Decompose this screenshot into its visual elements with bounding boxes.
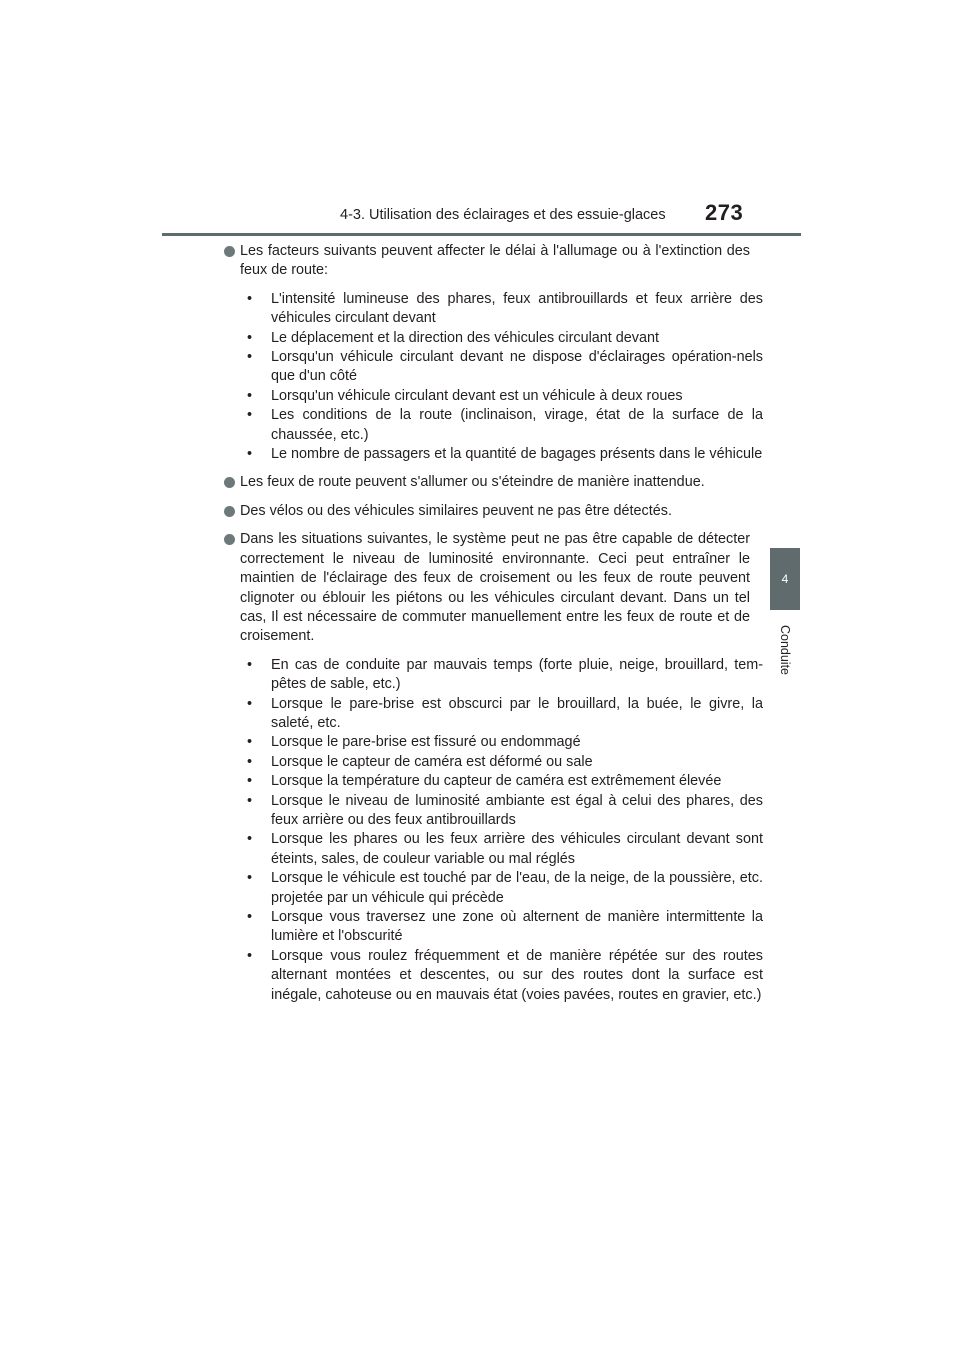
bullet-text: Les feux de route peuvent s'allumer ou s'éteindre de manière inattendue. (240, 474, 705, 491)
sub-item-text: En cas de conduite par mauvais temps (forte pluie, neige, brouillard, tem-pêtes de sable, etc.) (271, 656, 763, 693)
sub-bullet-icon: • (247, 909, 253, 925)
sub-bullet-icon: • (247, 329, 253, 346)
sub-list-item (237, 792, 763, 831)
bullet-dot-icon (224, 506, 235, 517)
sub-bullet-icon: • (247, 792, 253, 809)
sub-item-text: Lorsque le capteur de caméra est déformé ou sale (271, 753, 593, 770)
sub-item-text: Lorsque le véhicule est touché par de l'eau, de la neige, de la poussière, etc. projetée par un véhicule qui précède (271, 870, 763, 906)
sub-list-item (237, 445, 763, 464)
sub-item-text: Lorsqu'un véhicule circulant devant est un véhicule à deux roues (271, 387, 683, 404)
sub-bullet-icon: • (247, 695, 253, 712)
sub-list-item (237, 406, 763, 445)
sub-item-text: Lorsque la température du capteur de caméra est extrêmement élevée (271, 773, 722, 790)
sub-list (237, 656, 763, 1005)
sub-item-text: Le nombre de passagers et la quantité de bagages présents dans le véhicule (271, 446, 763, 463)
sub-bullet-icon: • (247, 290, 253, 307)
sub-list-item (237, 329, 763, 348)
sub-list (237, 290, 763, 465)
bullet-text: Les facteurs suivants peuvent affecter le délai à l'allumage ou à l'extinction des feux de route: (240, 243, 750, 279)
sub-bullet-icon: • (247, 407, 253, 424)
sub-list-item (237, 387, 763, 406)
sub-item-text: Lorsque vous roulez fréquemment et de manière répétée sur des routes alternant montées et descentes, ou sur des routes dont la surface est inégale, cahoteuse ou en mauvais état (voies pavées, routes en gravier, etc.) (271, 947, 763, 1003)
sub-list-item (237, 869, 763, 908)
sub-bullet-icon: • (247, 446, 253, 463)
sub-list-item (237, 348, 763, 387)
sub-bullet-icon: • (247, 947, 253, 964)
sub-list-item (237, 656, 763, 695)
sub-item-text: Lorsque les phares ou les feux arrière des véhicules circulant devant sont éteints, sales, de couleur variable ou mal réglés (271, 831, 763, 867)
sub-list-item (237, 908, 763, 947)
header-divider (162, 233, 801, 236)
sub-item-text: Le déplacement et la direction des véhicules circulant devant (271, 329, 659, 346)
bullet-dot-icon (224, 477, 235, 488)
sub-list-item (237, 830, 763, 869)
bullet-text: Dans les situations suivantes, le système peut ne pas être capable de détecter correctement le niveau de luminosité environnante. Ceci peut entraîner le maintien de l'éclairage des feux de croisement ou les feux de route peuvent clignoter ou éblouir les piétons ou les véhicules circulant devant. Dans un tel cas, Il est nécessaire de commuter manuellement entre les feux de route et de croisement. (240, 531, 750, 645)
sub-item-text: L'intensité lumineuse des phares, feux antibrouillards et feux arrière des véhicules circulant devant (271, 290, 763, 327)
section-title: 4-3. Utilisation des éclairages et des essuie-glaces (340, 207, 666, 223)
sub-list-item (237, 695, 763, 734)
bullet-item (222, 502, 750, 521)
sub-bullet-icon: • (247, 831, 253, 848)
chapter-tab (770, 548, 800, 610)
chapter-label (761, 615, 809, 685)
sub-bullet-icon: • (247, 387, 253, 404)
sub-item-text: Les conditions de la route (inclinaison, virage, état de la surface de la chaussée, etc.) (271, 407, 763, 443)
sub-bullet-icon: • (247, 349, 253, 366)
main-content (222, 242, 763, 1014)
chapter-number: 4 (781, 572, 789, 586)
sub-bullet-icon: • (247, 870, 253, 887)
sub-bullet-icon: • (247, 753, 253, 770)
bullet-item (222, 530, 763, 1005)
sub-item-text: Lorsqu'un véhicule circulant devant ne dispose d'éclairages opération-nels que d'un côté (271, 349, 763, 385)
bullet-text: Des vélos ou des véhicules similaires peuvent ne pas être détectés. (240, 502, 672, 519)
sub-list-item (237, 733, 763, 752)
sub-item-text: Lorsque le pare-brise est obscurci par le brouillard, la buée, le givre, la saleté, etc. (271, 695, 763, 731)
bullet-dot-icon (224, 246, 235, 257)
sub-list-item (237, 947, 763, 1005)
sub-item-text: Lorsque le niveau de luminosité ambiante est égal à celui des phares, des feux arrière ou des feux antibrouillards (271, 792, 763, 828)
sub-bullet-icon: • (247, 773, 253, 790)
page-number: 273 (705, 200, 744, 225)
bullet-item (222, 473, 750, 492)
sub-item-text: Lorsque le pare-brise est fissuré ou endommagé (271, 734, 581, 751)
sub-bullet-icon: • (247, 734, 253, 751)
chapter-label-text: Conduite (778, 624, 792, 676)
sub-list-item (237, 290, 763, 329)
sub-item-text: Lorsque vous traversez une zone où alternent de manière intermittente la lumière et l'obscurité (271, 909, 763, 945)
bullet-item (222, 242, 763, 464)
bullet-dot-icon (224, 534, 235, 545)
sub-list-item (237, 753, 763, 772)
sub-list-item (237, 772, 763, 791)
sub-bullet-icon: • (247, 656, 253, 673)
